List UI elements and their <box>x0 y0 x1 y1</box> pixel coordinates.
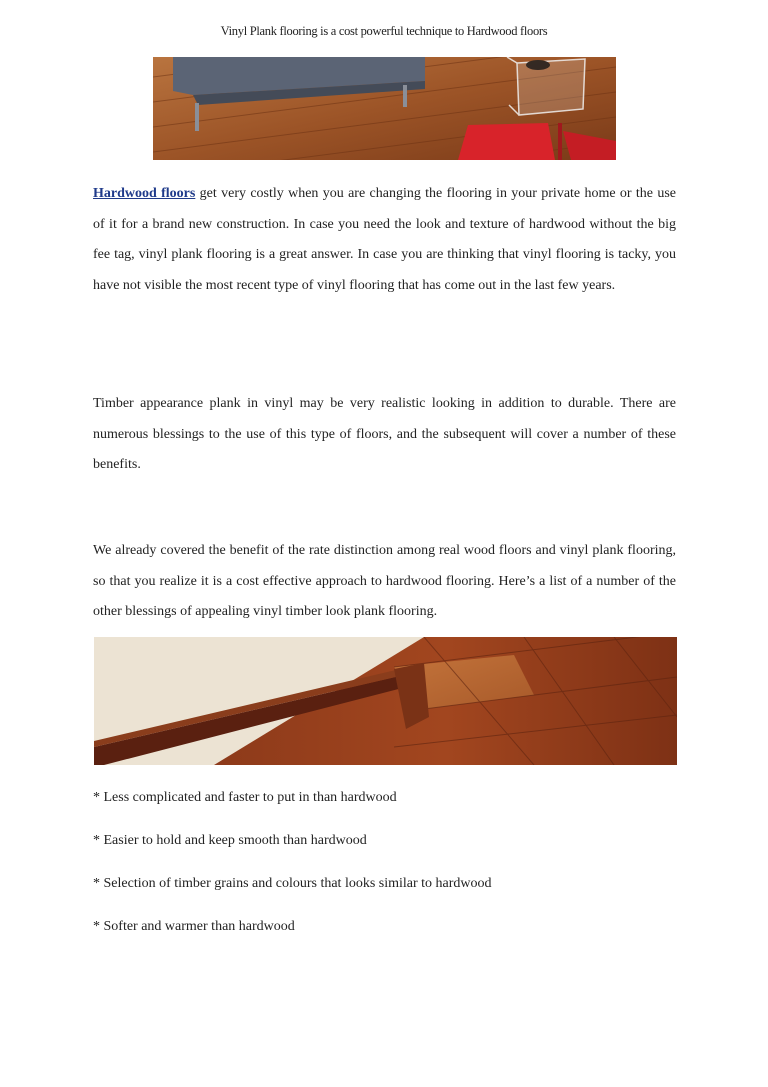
hardwood-floors-link[interactable]: Hardwood floors <box>93 186 196 201</box>
bullet-item: * Selection of timber grains and colours that looks similar to hardwood <box>93 876 492 891</box>
glass-table <box>507 57 585 115</box>
bullet-item: * Less complicated and faster to put in than hardwood <box>93 790 397 805</box>
living-room-photo <box>153 57 616 160</box>
bullet-item: * Easier to hold and keep smooth than hardwood <box>93 833 367 848</box>
bullet-item: * Softer and warmer than hardwood <box>93 919 295 934</box>
living-room-illustration <box>153 57 616 160</box>
page-title: Vinyl Plank flooring is a cost powerful technique to Hardwood floors <box>220 24 548 38</box>
paragraph-benefits: We already covered the benefit of the rate distinction among real wood floors and vinyl plank flooring, so that you realize it is a cost effective approach to hardwood flooring. Here’s a list of a number of the other blessings of appealing vinyl timber look plank flooring. <box>93 543 676 620</box>
paragraph-timber: Timber appearance plank in vinyl may be very realistic looking in addition to durable. There are numerous blessings to the use of this type of floors, and the subsequent will cover a number of these benefits. <box>93 396 676 473</box>
floor-closeup-illustration <box>94 637 677 765</box>
paragraph-intro-text: get very costly when you are changing the flooring in your private home or the use of it for a brand new construction. In case you need the look and texture of hardwood without the big fee tag, vinyl plank flooring is a great answer. In case you are thinking that vinyl flooring is tacky, you have not visible the most recent type of vinyl flooring that has come out in the last few years. <box>93 186 677 293</box>
paragraph-intro <box>93 179 676 301</box>
floor-closeup-photo <box>94 637 677 765</box>
